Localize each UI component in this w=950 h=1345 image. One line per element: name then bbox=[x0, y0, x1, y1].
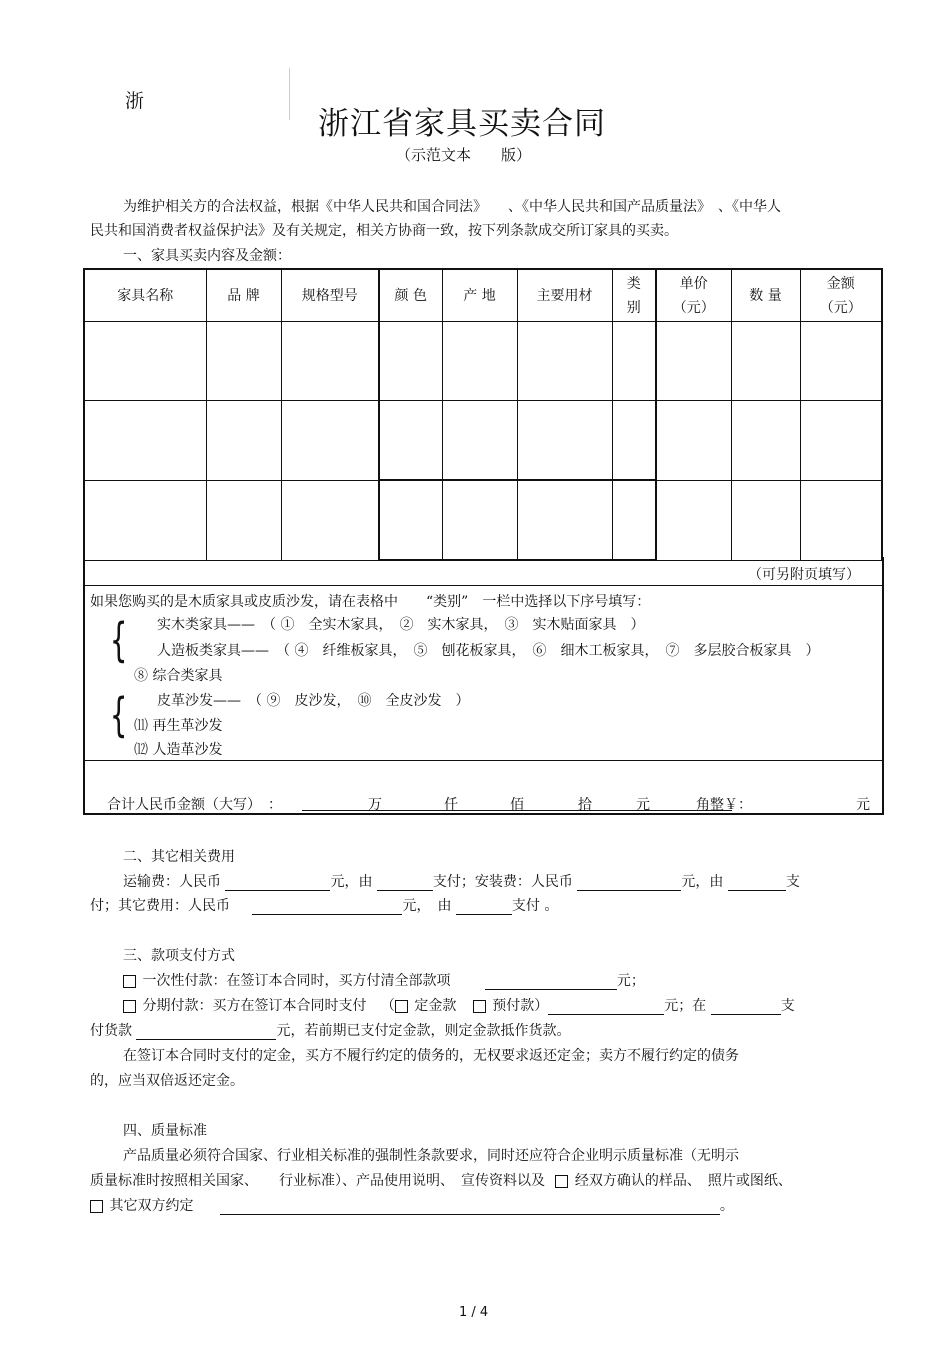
quality-line-1: 产品质量必须符合国家、行业相关标准的强制性条款要求，同时还应符合企业明示质量标准（无明示 bbox=[123, 1148, 739, 1164]
header-cell: 单价 （元） bbox=[656, 269, 731, 322]
category-recycled: ⑾ 再生革沙发 bbox=[134, 718, 223, 734]
fee-blank[interactable] bbox=[456, 898, 512, 915]
table-cell[interactable] bbox=[517, 401, 612, 481]
fee-blank[interactable] bbox=[225, 874, 330, 891]
header-cell: 数 量 bbox=[731, 269, 800, 322]
goods-table bbox=[83, 268, 883, 561]
header-cell: 颜 色 bbox=[379, 269, 442, 322]
total-unit: 佰 bbox=[510, 797, 524, 813]
installment-payment: 分期付款：买方在签订本合同时支付 （ 定金款 预付款） 元；在 支 bbox=[123, 995, 795, 1015]
date-blank[interactable] bbox=[711, 998, 781, 1015]
table-cell[interactable] bbox=[612, 480, 656, 560]
deposit-rule-1: 在签订本合同时支付的定金，买方不履行约定的债务的，无权要求返还定金；卖方不履行约定的债务 bbox=[123, 1048, 739, 1064]
one-time-payment: 一次性付款：在签订本合同时，买方付清全部款项 元； bbox=[123, 970, 645, 990]
checkbox[interactable] bbox=[473, 1000, 486, 1013]
divider bbox=[83, 760, 882, 761]
total-unit: 万 bbox=[368, 797, 382, 813]
table-cell[interactable] bbox=[84, 322, 206, 401]
agreement-blank[interactable] bbox=[220, 1198, 720, 1215]
table-cell[interactable] bbox=[84, 480, 206, 560]
table-cell[interactable] bbox=[379, 480, 442, 560]
table-cell[interactable] bbox=[800, 401, 882, 481]
fee-blank[interactable] bbox=[577, 874, 681, 891]
header-cell: 类 别 bbox=[612, 269, 656, 322]
checkbox[interactable] bbox=[555, 1175, 568, 1188]
section3-line3: 付货款 元，若前期已支付定金款，则定金款抵作货款。 bbox=[90, 1023, 571, 1039]
intro-line-2: 民共和国消费者权益保护法》及有关规定，相关方协商一致，按下列条款成交所订家具的买卖。 bbox=[90, 223, 678, 239]
header-cell: 金额 （元） bbox=[800, 269, 882, 322]
brace-icon: { bbox=[109, 613, 128, 667]
total-label: 合计人民币金额（大写） ： bbox=[107, 797, 282, 813]
section2-title: 二、其它相关费用 bbox=[123, 849, 235, 865]
section2-line2: 付；其它费用：人民币 元， 由 支付 。 bbox=[90, 898, 559, 914]
category-leather: 皮革沙发—— （ ⑨ 皮沙发， ⑩ 全皮沙发 ） bbox=[157, 693, 470, 709]
quality-line-2: 质量标准时按照相关国家、 行业标准）、产品使用说明、 宣传资料以及 经双方确认的样品、 照片或图纸、 bbox=[90, 1173, 792, 1189]
table-cell[interactable] bbox=[379, 322, 442, 401]
header-cell: 规格型号 bbox=[281, 269, 379, 322]
category-combo: ⑧ 综合类家具 bbox=[134, 668, 223, 684]
amount-blank[interactable] bbox=[485, 973, 617, 990]
section4-title: 四、质量标准 bbox=[123, 1123, 207, 1139]
table-note: （可另附页填写） bbox=[748, 567, 860, 583]
header-cell: 品 牌 bbox=[206, 269, 281, 322]
table-cell[interactable] bbox=[656, 480, 731, 560]
table-cell[interactable] bbox=[731, 480, 800, 560]
category-artificial: ⑿ 人造革沙发 bbox=[134, 742, 223, 758]
category-board: 人造板类家具—— （ ④ 纤维板家具， ⑤ 刨花板家具， ⑥ 细木工板家具， ⑦ 多层胶合板家具 ） bbox=[157, 643, 820, 659]
table-cell[interactable] bbox=[731, 322, 800, 401]
checkbox[interactable] bbox=[90, 1200, 103, 1213]
intro-line-1: 为维护相关方的合法权益，根据《中华人民共和国合同法》 、《中华人民共和国产品质量法》 、《中华人 bbox=[123, 199, 781, 215]
header-cell: 主要用材 bbox=[517, 269, 612, 322]
table-cell[interactable] bbox=[800, 480, 882, 560]
corner-mark: 浙 bbox=[125, 90, 145, 112]
table-cell[interactable] bbox=[84, 401, 206, 481]
checkbox[interactable] bbox=[123, 1000, 136, 1013]
amount-blank[interactable] bbox=[548, 998, 664, 1015]
page-number: 1 / 4 bbox=[459, 1305, 489, 1320]
deposit-rule-2: 的，应当双倍返还定金。 bbox=[90, 1073, 244, 1089]
total-unit: 角整￥： bbox=[696, 797, 752, 813]
checkbox[interactable] bbox=[123, 975, 136, 988]
quality-line-3: 其它双方约定 。 bbox=[90, 1195, 734, 1215]
fee-blank[interactable] bbox=[377, 874, 433, 891]
category-lead: 如果您购买的是木质家具或皮质沙发，请在表格中 “类别” 一栏中选择以下序号填写： bbox=[90, 594, 651, 610]
total-unit: 元 bbox=[636, 797, 650, 813]
total-unit: 元 bbox=[856, 797, 870, 813]
divider bbox=[289, 68, 290, 120]
total-unit: 仟 bbox=[444, 797, 458, 813]
table-cell[interactable] bbox=[442, 322, 517, 401]
header-cell: 产 地 bbox=[442, 269, 517, 322]
table-cell[interactable] bbox=[612, 322, 656, 401]
table-cell[interactable] bbox=[281, 401, 379, 481]
divider bbox=[83, 585, 882, 586]
section3-title: 三、款项支付方式 bbox=[123, 948, 235, 964]
table-cell[interactable] bbox=[517, 480, 612, 560]
table-cell[interactable] bbox=[656, 322, 731, 401]
table-cell[interactable] bbox=[281, 480, 379, 560]
total-unit: 拾 bbox=[578, 797, 592, 813]
section1-title: 一、家具买卖内容及金额： bbox=[123, 248, 291, 264]
table-cell[interactable] bbox=[206, 322, 281, 401]
table-cell[interactable] bbox=[517, 322, 612, 401]
table-cell[interactable] bbox=[656, 401, 731, 481]
page-subtitle: （示范文本 版） bbox=[396, 146, 532, 164]
fee-blank[interactable] bbox=[252, 898, 402, 915]
amount-blank[interactable] bbox=[136, 1023, 276, 1040]
table-cell[interactable] bbox=[442, 480, 517, 560]
brace-icon: { bbox=[109, 688, 128, 742]
page-title: 浙江省家具买卖合同 bbox=[318, 106, 606, 142]
fee-blank[interactable] bbox=[728, 874, 786, 891]
table-cell[interactable] bbox=[731, 401, 800, 481]
category-solid-wood: 实木类家具—— （ ① 全实木家具， ② 实木家具， ③ 实木贴面家具 ） bbox=[157, 617, 645, 633]
table-cell[interactable] bbox=[612, 401, 656, 481]
header-cell: 家具名称 bbox=[84, 269, 206, 322]
table-cell[interactable] bbox=[442, 401, 517, 481]
section2-line1: 运输费：人民币 元，由 支付；安装费：人民币 元，由 支 bbox=[123, 874, 800, 890]
table-cell[interactable] bbox=[206, 480, 281, 560]
table-cell[interactable] bbox=[379, 401, 442, 481]
table-cell[interactable] bbox=[206, 401, 281, 481]
table-cell[interactable] bbox=[281, 322, 379, 401]
checkbox[interactable] bbox=[395, 1000, 408, 1013]
table-cell[interactable] bbox=[800, 322, 882, 401]
